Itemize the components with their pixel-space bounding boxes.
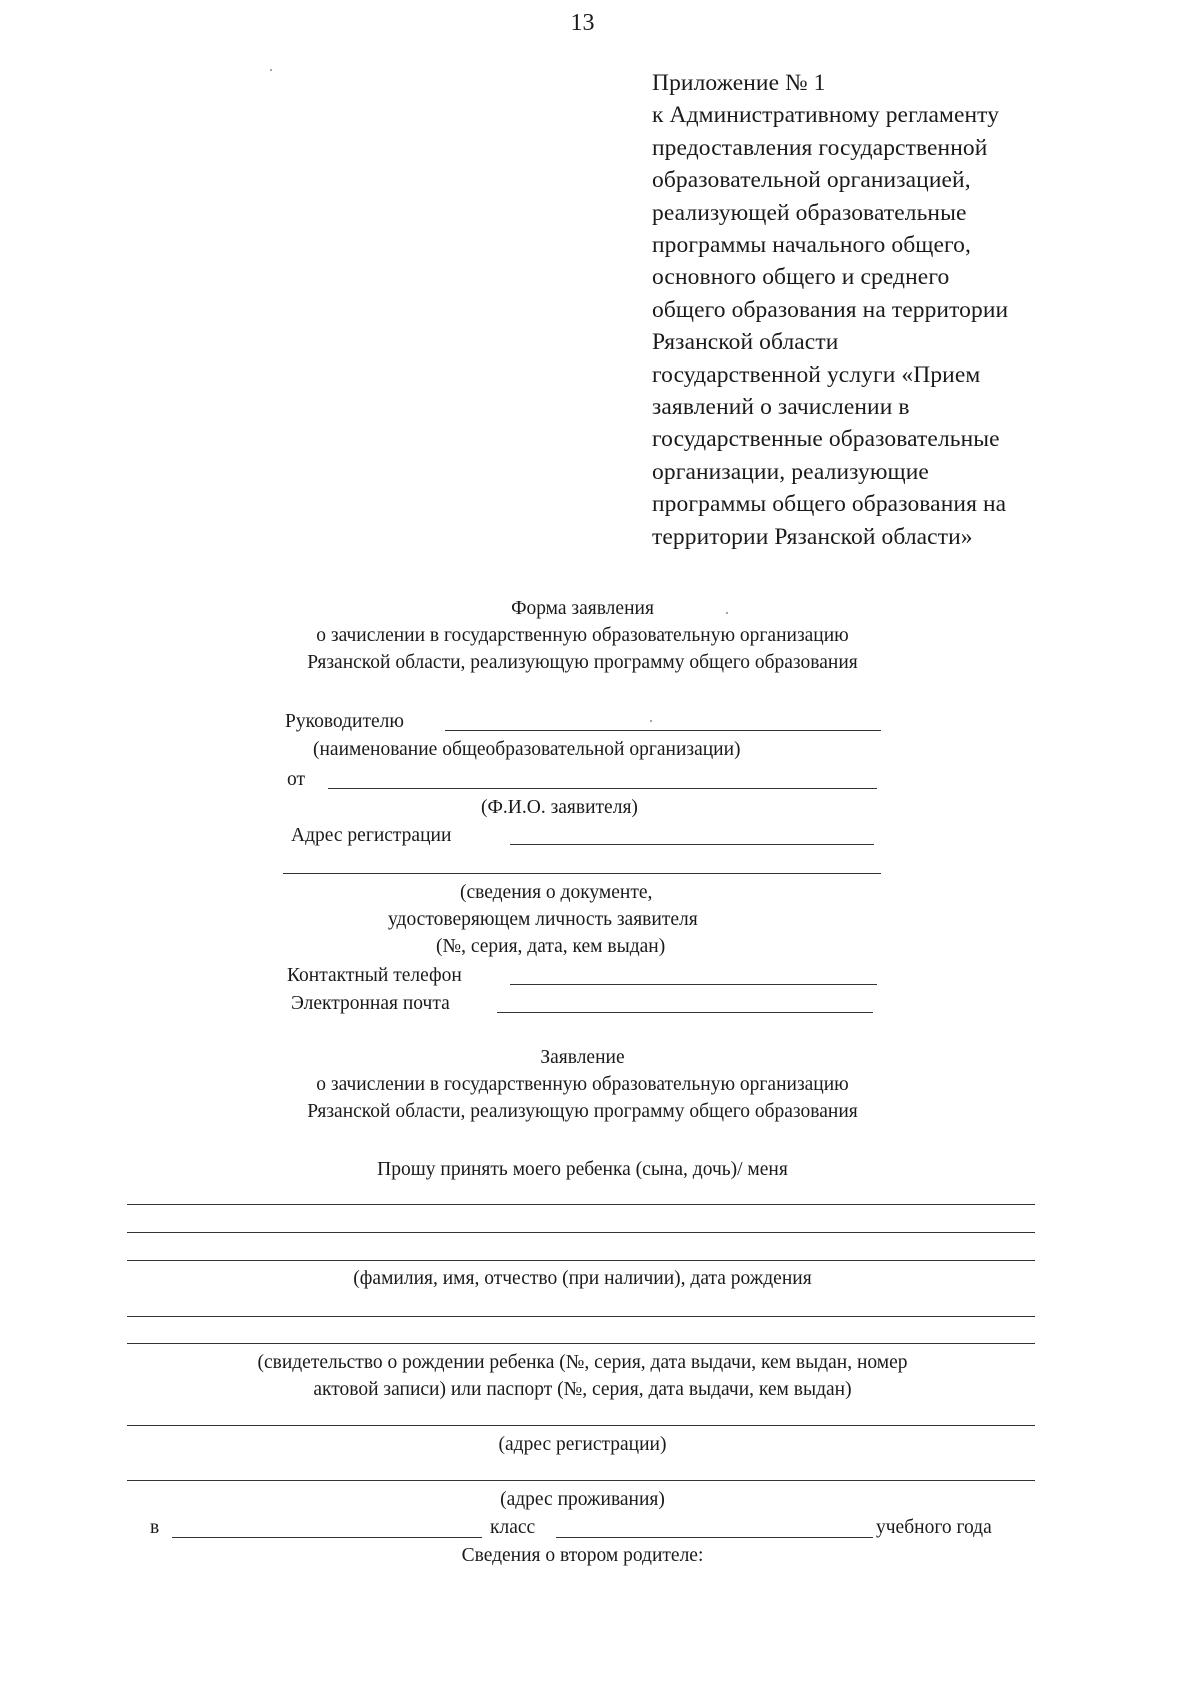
registration-address-field[interactable] [127,1425,1035,1426]
appendix-line: программы общего образования на [652,491,1007,518]
residence-address-hint: (адрес проживания) [500,1489,665,1510]
appendix-note [652,67,1008,553]
head-label: Руководителю [285,711,404,732]
email-label: Электронная почта [291,993,450,1014]
statement-subtitle: Рязанской области, реализующую программу общего образования [307,1101,858,1122]
email-field[interactable] [497,1012,873,1013]
child-name-field[interactable] [127,1260,1035,1261]
appendix-line: к Административному регламенту [652,102,1000,129]
page-number: 13 [570,10,595,36]
address-field[interactable] [510,844,874,845]
appendix-line: заявлений о зачислении в [652,394,910,421]
certificate-hint: (свидетельство о рождении ребенка (№, серия, дата выдачи, кем выдан, номер [257,1352,908,1373]
appendix-line: предоставления государственной [652,134,988,161]
appendix-line: основного общего и среднего [652,264,950,291]
request-text: Прошу принять моего ребенка (сына, дочь)/ меня [377,1159,788,1180]
school-label: в [150,1517,160,1538]
certificate-field[interactable] [127,1316,1035,1317]
scan-speck [726,612,728,614]
residence-address-field[interactable] [127,1480,1035,1481]
school-field[interactable] [172,1537,482,1538]
appendix-line: территории Рязанской области» [652,523,973,550]
appendix-line: государственной услуги «Прием [652,361,981,388]
child-name-field[interactable] [127,1232,1035,1233]
scan-speck [650,720,652,722]
from-hint: (Ф.И.О. заявителя) [481,797,638,818]
from-label: от [287,769,306,790]
address-label: Адрес регистрации [291,825,452,846]
second-parent-heading: Сведения о втором родителе: [461,1545,704,1566]
child-name-field[interactable] [127,1204,1035,1205]
id-document-field[interactable] [283,873,881,874]
appendix-line: Приложение № 1 [652,70,826,96]
registration-address-hint: (адрес регистрации) [498,1434,667,1455]
statement-title: Заявление [540,1047,625,1068]
certificate-field[interactable] [127,1343,1035,1344]
phone-field[interactable] [510,984,877,985]
appendix-line: организации, реализующие [652,458,929,485]
phone-label: Контактный телефон [287,965,462,986]
appendix-line: Рязанской области [652,329,839,356]
appendix-line: реализующей образовательные [652,199,967,226]
appendix-line: образовательной организацией, [652,167,971,194]
form-subtitle: о зачислении в государственную образовательную организацию [316,625,849,646]
form-subtitle: Рязанской области, реализующую программу общего образования [307,652,858,673]
class-label: класс [490,1517,536,1538]
certificate-hint: актовой записи) или паспорт (№, серия, дата выдачи, кем выдан) [313,1379,852,1400]
appendix-line: общего образования на территории [652,296,1009,323]
fio-hint: (фамилия, имя, отчество (при наличии), дата рождения [353,1268,812,1289]
doc-hint: (№, серия, дата, кем выдан) [436,936,666,957]
doc-hint: (сведения о документе, [460,882,653,903]
form-title: Форма заявления [511,598,654,619]
statement-subtitle: о зачислении в государственную образовательную организацию [316,1074,849,1095]
scan-speck [270,69,272,71]
class-field[interactable] [556,1537,873,1538]
doc-hint: удостоверяющем личность заявителя [388,909,698,930]
head-hint: (наименование общеобразовательной организации) [313,739,741,760]
applicant-name-field[interactable] [328,788,877,789]
year-label: учебного года [876,1517,992,1538]
appendix-line: государственные образовательные [652,426,1000,453]
appendix-line: программы начального общего, [652,232,971,259]
head-name-field[interactable] [445,730,881,731]
